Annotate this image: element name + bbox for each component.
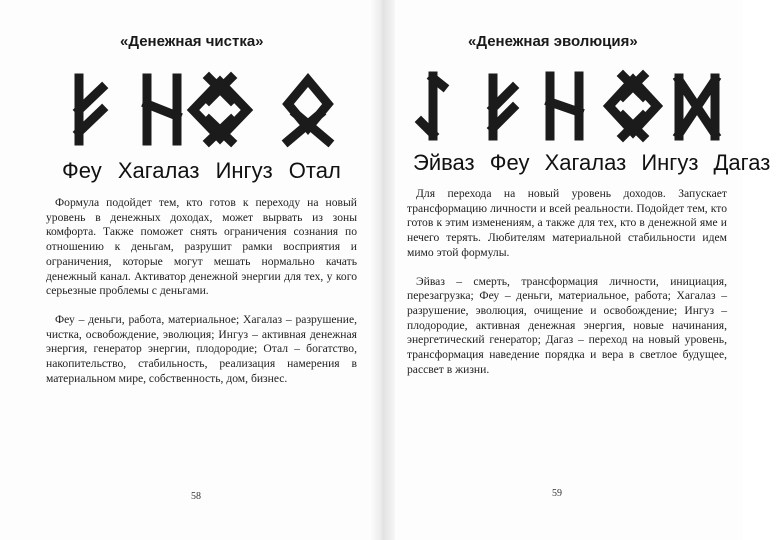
left-page — [0, 0, 370, 540]
rune-name: Ингуз — [641, 150, 699, 175]
rune-name: Эйваз — [413, 150, 475, 175]
hagalaz-rune-icon — [550, 76, 579, 136]
left-page-body — [46, 196, 357, 400]
fehu-rune-icon — [79, 78, 102, 141]
rune-name: Дагаз — [713, 150, 771, 175]
paragraph: Для перехода на новый уровень доходов. Запускает трансформацию личности и всей реальности. Подойдет тем, кто готов к этим изменениям, а также для тех, кто в денежной яме и нечего терять. Любителям материальной стабильности идем мимо этой формулы. — [407, 187, 727, 259]
page-number: 59 — [552, 488, 562, 499]
rune-name: Хагалаз — [544, 150, 627, 175]
paragraph: Эйваз – смерть, трансформация личности, инициация, перезагрузка; Феу – деньги, материальное, работа; Хагалаз – разрушение, эволюция, очищение и освобождение; Ингуз – плодородие, активная денежная энергия, новые начинания, энергетический генератор; Дагаз – переход на новый уровень, трансформация наведение порядка и вера в светлое будущее, рассвет в жизни. — [407, 274, 727, 376]
eihwaz-rune-icon — [421, 76, 443, 136]
hagalaz-rune-icon — [147, 78, 177, 141]
left-rune-formula — [62, 74, 342, 144]
rune-name: Феу — [489, 150, 530, 175]
ingwaz-rune-icon — [193, 78, 247, 141]
right-rune-names — [413, 150, 780, 176]
rune-name: Ингуз — [215, 158, 273, 183]
left-rune-names — [62, 158, 351, 184]
right-page — [395, 0, 771, 540]
fehu-rune-icon — [493, 78, 513, 136]
right-page-title: «Денежная эволюция» — [468, 33, 638, 50]
rune-name: Хагалаз — [117, 158, 200, 183]
othala-rune-icon — [288, 80, 328, 141]
paragraph: Феу – деньги, работа, материальное; Хагалаз – разрушение, чистка, освобождение, эволюция; Ингуз – активная денежная энергия, генератор энергии, плодородие; Отал – богатство, накопительство, стабильность, реализация намерения в материальном мире, собственность, дом, бизнес. — [46, 312, 357, 385]
dagaz-rune-icon — [679, 78, 715, 136]
right-rune-formula — [403, 72, 723, 140]
left-page-title: «Денежная чистка» — [120, 33, 264, 50]
rune-name: Отал — [288, 158, 341, 183]
paragraph: Формула подойдет тем, кто готов к переходу на новый уровень в денежных доходах, может вырвать из зоны комфорта. Также поможет снять ограничения сознания по отношению к деньгам, разрушит рамки восприятия и ограничения, которые могут мешать нормально качать денежный канал. Активатор денежной энергии для тех, у кого серьезные проблемы с деньгами. — [46, 196, 357, 298]
ingwaz-rune-icon — [609, 76, 657, 136]
book-gutter — [369, 0, 395, 540]
right-page-body — [407, 187, 727, 391]
page-number: 58 — [191, 491, 201, 502]
rune-name: Феу — [62, 158, 102, 183]
